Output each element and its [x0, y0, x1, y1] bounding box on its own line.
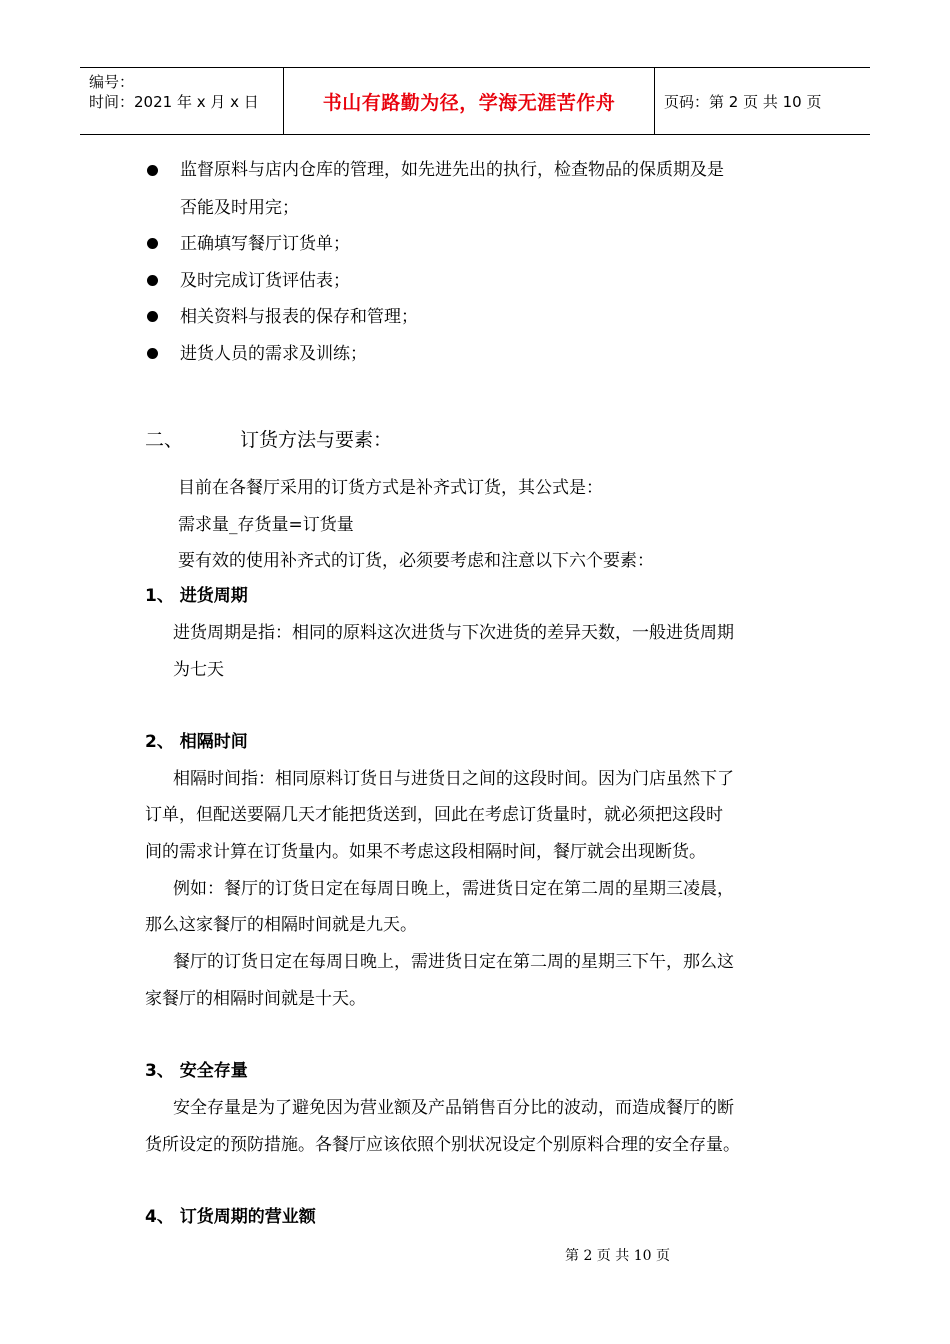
header-motto-cell	[283, 68, 655, 134]
header-page-cell	[655, 68, 870, 134]
item-paragraph-line: 订单，但配送要隔几天才能把货送到，回此在考虑订货量时，就必须把这段时	[145, 805, 723, 825]
item-heading: 2、 相隔时间	[145, 732, 248, 752]
bullet-item-text: 正确填写餐厅订货单；	[180, 234, 350, 254]
intro-paragraph: 目前在各餐厅采用的订货方式是补齐式订货，其公式是：	[178, 478, 603, 498]
header-table	[80, 67, 870, 135]
item-paragraph-line: 相隔时间指：相同原料订货日与进货日之间的这段时间。因为门店虽然下了	[173, 769, 734, 789]
item-paragraph-line: 货所设定的预防措施。各餐厅应该依照个别状况设定个别原料合理的安全存量。	[145, 1135, 740, 1155]
intro-paragraph: 要有效的使用补齐式的订货，必须要考虑和注意以下六个要素：	[178, 551, 654, 571]
document-number-label: 编号：	[89, 73, 135, 91]
bullet-dot-icon	[147, 165, 158, 176]
item-heading: 1、 进货周期	[145, 586, 248, 606]
bullet-item-text: 进货人员的需求及训练；	[180, 344, 367, 364]
header-page-info: 页码：第 2 页 共 10 页	[664, 92, 822, 111]
bullet-dot-icon	[147, 348, 158, 359]
formula-text: 需求量_存货量=订货量	[178, 515, 354, 535]
bullet-dot-icon	[147, 275, 158, 286]
item-paragraph-line: 例如：餐厅的订货日定在每周日晚上，需进货日定在第二周的星期三凌晨，	[173, 879, 734, 899]
item-heading: 3、 安全存量	[145, 1061, 248, 1081]
bullet-item-text: 相关资料与报表的保存和管理；	[180, 307, 418, 327]
section-title: 订货方法与要素：	[240, 429, 393, 451]
bullet-item-text: 及时完成订货评估表；	[180, 271, 350, 291]
section-number: 二、	[145, 429, 184, 451]
bullet-dot-icon	[147, 311, 158, 322]
bullet-item-text-continued: 否能及时用完；	[180, 198, 299, 218]
item-paragraph-line: 家餐厅的相隔时间就是十天。	[145, 989, 366, 1009]
bullet-dot-icon	[147, 238, 158, 249]
bullet-item-text: 监督原料与店内仓库的管理，如先进先出的执行，检查物品的保质期及是	[180, 160, 724, 180]
item-paragraph-line: 安全存量是为了避免因为营业额及产品销售百分比的波动，而造成餐厅的断	[173, 1098, 734, 1118]
item-paragraph-line: 进货周期是指：相同的原料这次进货与下次进货的差异天数，一般进货周期	[173, 623, 734, 643]
document-time-label: 时间：2021 年 x 月 x 日	[89, 93, 259, 111]
item-heading: 4、 订货周期的营业额	[145, 1207, 316, 1227]
item-paragraph-line: 为七天	[173, 660, 224, 680]
item-paragraph-line: 那么这家餐厅的相隔时间就是九天。	[145, 915, 417, 935]
item-paragraph-line: 餐厅的订货日定在每周日晚上，需进货日定在第二周的星期三下午，那么这	[173, 952, 734, 972]
item-paragraph-line: 间的需求计算在订货量内。如果不考虑这段相隔时间，餐厅就会出现断货。	[145, 842, 706, 862]
header-motto: 书山有路勤为径，学海无涯苦作舟	[322, 91, 616, 114]
header-meta-cell	[80, 68, 283, 134]
page-footer: 第 2 页 共 10 页	[565, 1248, 670, 1264]
